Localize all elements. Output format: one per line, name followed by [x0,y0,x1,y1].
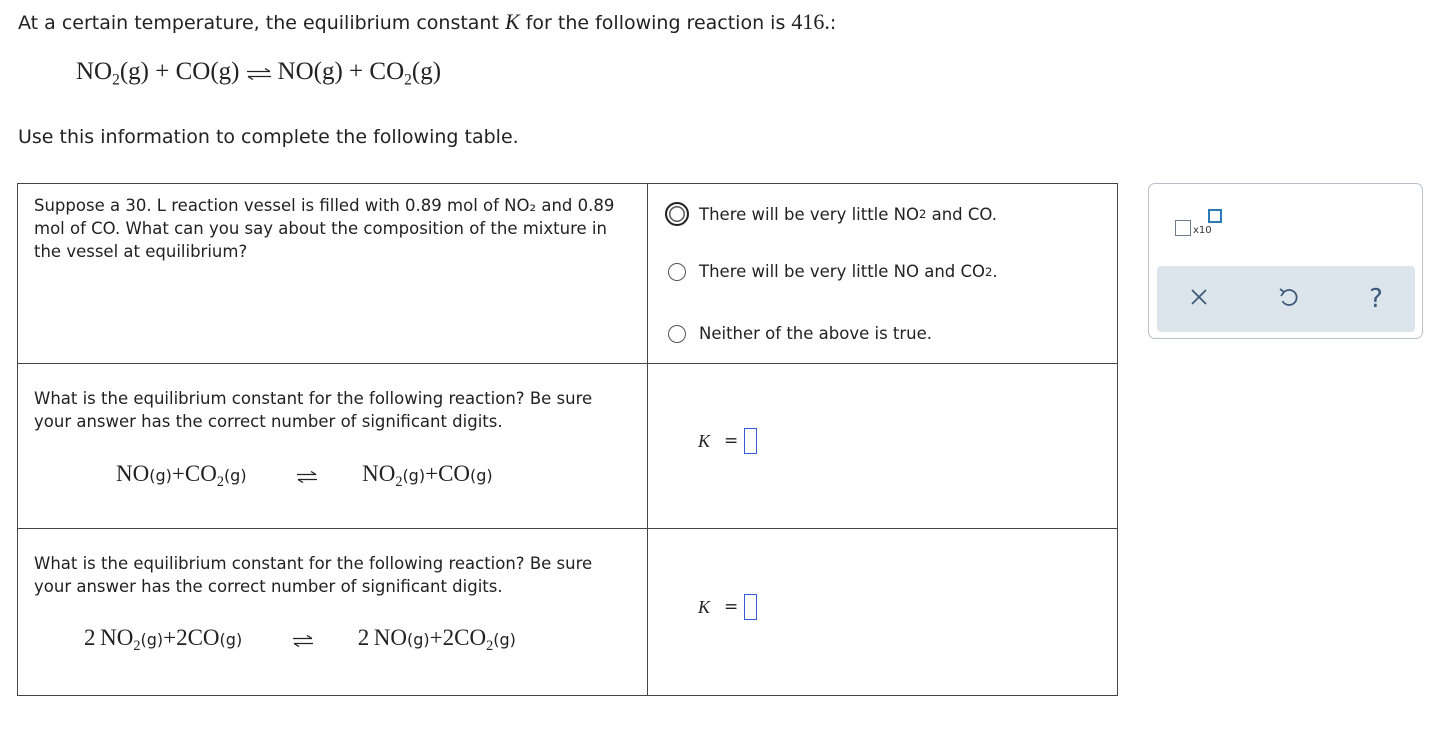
k-answer-input[interactable] [744,428,757,454]
phase: (g) [223,466,247,485]
k-answer-row [698,594,757,620]
species: CO [184,461,217,486]
phase: (g) [140,630,164,649]
subscript: 2 [216,473,224,490]
subscript: 2 [133,637,141,654]
option-label: There will be very little NO and CO [699,262,986,281]
question-text: Suppose a 30. L reaction vessel is filled with 0.89 mol of NO₂ and 0.89 mol of CO. What can you say about the composition of the mixture in the vessel at equilibrium? [34,196,615,261]
tool-bar [1157,266,1415,332]
reactant-co: CO [175,58,211,85]
coefficient: 2 [357,625,370,650]
undo-button[interactable] [1273,284,1303,314]
instructions-text: Use this information to complete the following table. [18,126,519,148]
equilibrium-arrows-icon [296,463,318,489]
radio-button[interactable] [668,263,686,281]
phase: (g) [402,466,426,485]
plus-sign: + [429,625,443,650]
product-co2-subscript: 2 [404,71,412,89]
doubled-reaction [84,625,516,655]
species: NO [362,461,396,486]
help-button[interactable] [1361,284,1391,314]
question-cell [18,364,648,528]
tool-palette [1148,183,1423,339]
radio-button[interactable] [665,202,689,226]
k-symbol: K [504,9,520,34]
intro-suffix: : [829,12,837,34]
plus-sign: + [171,461,185,486]
reactant-no2: NO [76,58,113,85]
question-text: What is the equilibrium constant for the following reaction? Be sure your answer has the correct number of significant digits. [34,554,593,596]
phase: (g) [470,466,493,485]
question-table [17,183,1118,696]
product-co2: CO [369,58,405,85]
table-row [18,184,1117,364]
product-co2-phase: (g) [411,58,442,85]
answer-cell [648,529,1117,695]
answer-cell [648,364,1117,528]
subscript: 2 [395,473,403,490]
species: NO [373,625,408,650]
question-cell [18,529,648,695]
equals-sign: = [724,597,739,617]
option-label: Neither of the above is true. [699,324,933,343]
coefficient: 2 [84,625,96,650]
reactant-no2-subscript: 2 [112,71,120,89]
coefficient: 2 [442,625,455,650]
undo-icon [1278,286,1298,312]
answer-cell [648,184,1117,363]
question-text: What is the equilibrium constant for the following reaction? Be sure your answer has the correct number of significant digits. [34,389,593,431]
option-little-no2-co[interactable] [668,202,997,226]
reactant-no2-phase: (g) [119,58,150,85]
equals-sign: = [724,431,739,451]
k-answer-row [698,428,757,454]
species: CO [438,461,471,486]
product-no-phase: (g) [313,58,343,85]
k-label: K [698,596,711,617]
intro-text [18,9,836,35]
equilibrium-arrows-icon [292,627,314,653]
reverse-reaction [116,461,493,491]
option-neither[interactable] [668,324,932,343]
equilibrium-arrows-icon [246,59,272,87]
exponent-box-icon [1208,209,1222,223]
coefficient: 2 [176,625,188,650]
intro-prefix: At a certain temperature, the equilibrium constant [18,12,499,34]
phase: (g) [407,630,430,649]
base-box-icon [1175,220,1191,236]
question-cell [18,184,648,363]
product-no: NO [277,58,314,85]
option-label-end: . [992,262,998,281]
option-label: There will be very little NO [699,204,919,224]
plus-sign: + [425,461,439,486]
species: NO [100,625,134,650]
plus-sign: + [349,58,364,85]
help-icon: ? [1369,284,1383,314]
phase: (g) [149,466,172,485]
option-subscript: 2 [985,264,993,279]
k-value: 416. [791,9,830,34]
times-icon [1190,288,1208,310]
phase: (g) [219,630,243,649]
species: CO [187,625,220,650]
species: CO [454,625,487,650]
phase: (g) [493,630,516,649]
subscript: 2 [486,637,494,654]
option-subscript: 2 [919,207,927,221]
species: NO [116,461,150,486]
x10-label: x10 [1193,225,1212,236]
reactant-co-phase: (g) [210,58,240,85]
main-reaction-equation [76,58,441,89]
plus-sign: + [163,625,177,650]
option-label-end: and CO. [926,204,997,224]
k-label: K [698,430,711,451]
plus-sign: + [155,58,170,85]
scientific-notation-button[interactable] [1173,208,1217,242]
intro-middle: for the following reaction is [525,12,786,34]
clear-button[interactable] [1184,284,1214,314]
table-row [18,364,1117,529]
k-answer-input[interactable] [744,594,757,620]
radio-button[interactable] [668,325,686,343]
table-row [18,529,1117,695]
option-little-no-co2[interactable] [668,262,998,281]
